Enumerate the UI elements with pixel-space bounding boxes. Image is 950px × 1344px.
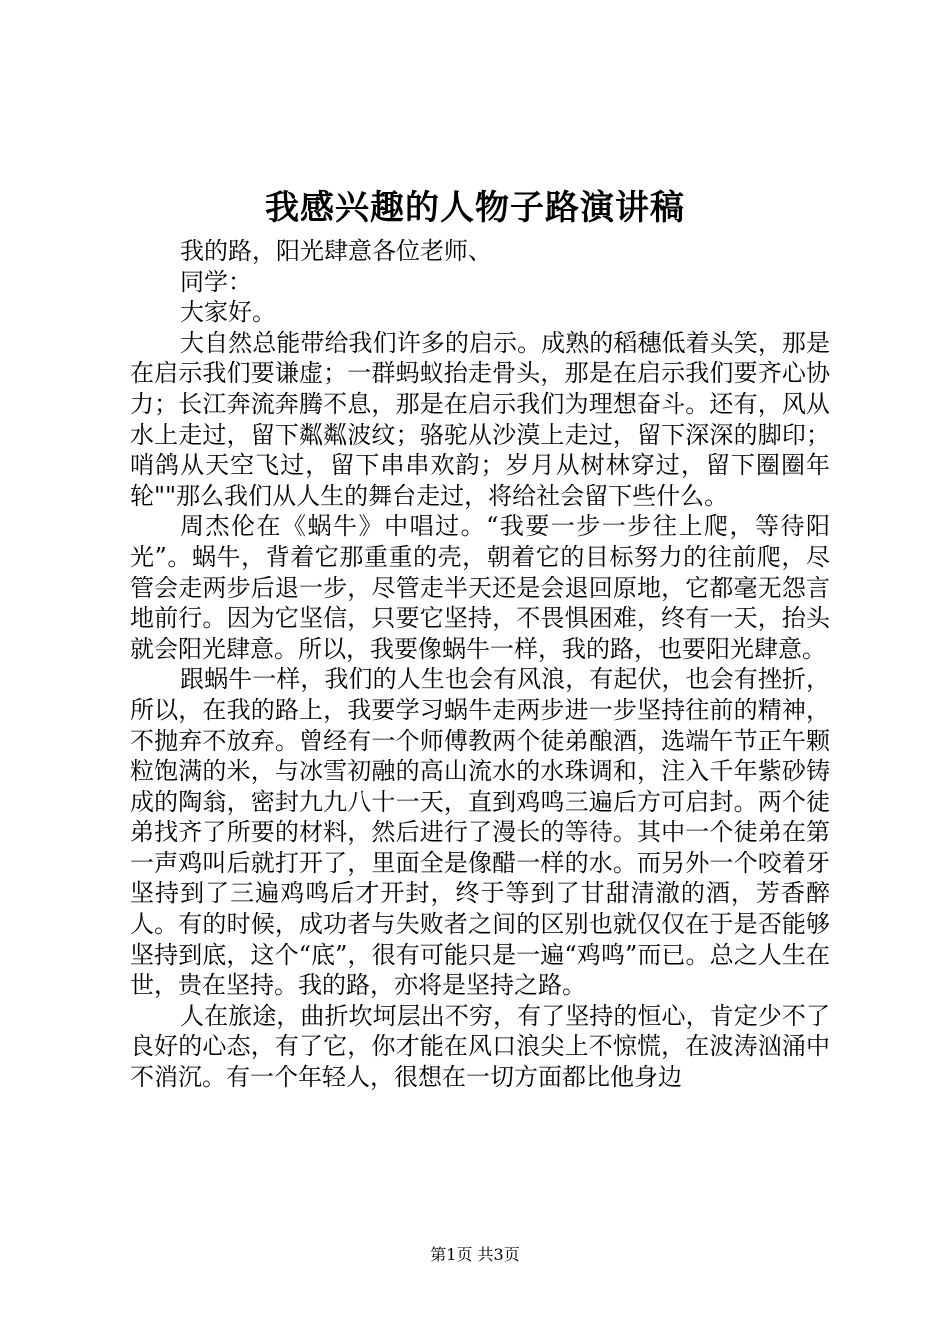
document-body xyxy=(130,236,830,1093)
page-footer: 第1页 共3页 xyxy=(430,1245,520,1264)
paragraph-salutation-2: 同学： xyxy=(180,267,252,296)
document-title: 我感兴趣的人物子路演讲稿 xyxy=(265,188,685,228)
paragraph-snail: 周杰伦在《蜗牛》中唱过。“我要一步一步往上爬，等待阳光”。蜗牛，背着它那重重的壳，朝着它的目标努力的往前爬，尽管会走两步后退一步，尽管走半天还是会退回原地，它都毫无怨言地前行。因为它坚信，只要它坚持，不畏惧困难，终有一天，抬头就会阳光肆意。所以，我要像蜗牛一样，我的路，也要阳光肆意。 xyxy=(130,512,830,663)
paragraph-journey: 人在旅途，曲折坎坷层出不穷，有了坚持的恒心，肯定少不了良好的心态，有了它，你才能在风口浪尖上不惊慌，在波涛汹涌中不消沉。有一个年轻人，很想在一切方面都比他身边 xyxy=(130,1001,830,1092)
paragraph-greeting: 大家好。 xyxy=(180,298,276,327)
paragraph-persistence: 跟蜗牛一样，我们的人生也会有风浪，有起伏，也会有挫折，所以，在我的路上，我要学习蜗牛走两步进一步坚持往前的精神，不抛弃不放弃。曾经有一个师傅教两个徒弟酿酒，选端午节正午颗粒饱满的米，与冰雪初融的高山流水的水珠调和，注入千年紫砂铸成的陶翁，密封九九八十一天，直到鸡鸣三遍后方可启封。两个徒弟找齐了所要的材料，然后进行了漫长的等待。其中一个徒弟在第一声鸡叫后就打开了，里面全是像醋一样的水。而另外一个咬着牙坚持到了三遍鸡鸣后才开封，终于等到了甘甜清澈的酒，芳香醉人。有的时候，成功者与失败者之间的区别也就仅仅在于是否能够坚持到底，这个“底”，很有可能只是一遍“鸡鸣”而已。总之人生在世，贵在坚持。我的路，亦将是坚持之路。 xyxy=(130,665,830,1000)
paragraph-nature: 大自然总能带给我们许多的启示。成熟的稻穗低着头笑，那是在启示我们要谦虚；一群蚂蚁抬走骨头，那是在启示我们要齐心协力；长江奔流奔腾不息，那是在启示我们为理想奋斗。还有，风从水上走过，留下粼粼波纹；骆驼从沙漠上走过，留下深深的脚印；哨鸽从天空飞过，留下串串欢韵；岁月从树林穿过，留下圈圈年轮""那么我们从人生的舞台走过，将给社会留下些什么。 xyxy=(130,328,830,510)
paragraph-salutation-1: 我的路，阳光肆意各位老师、 xyxy=(180,237,492,265)
